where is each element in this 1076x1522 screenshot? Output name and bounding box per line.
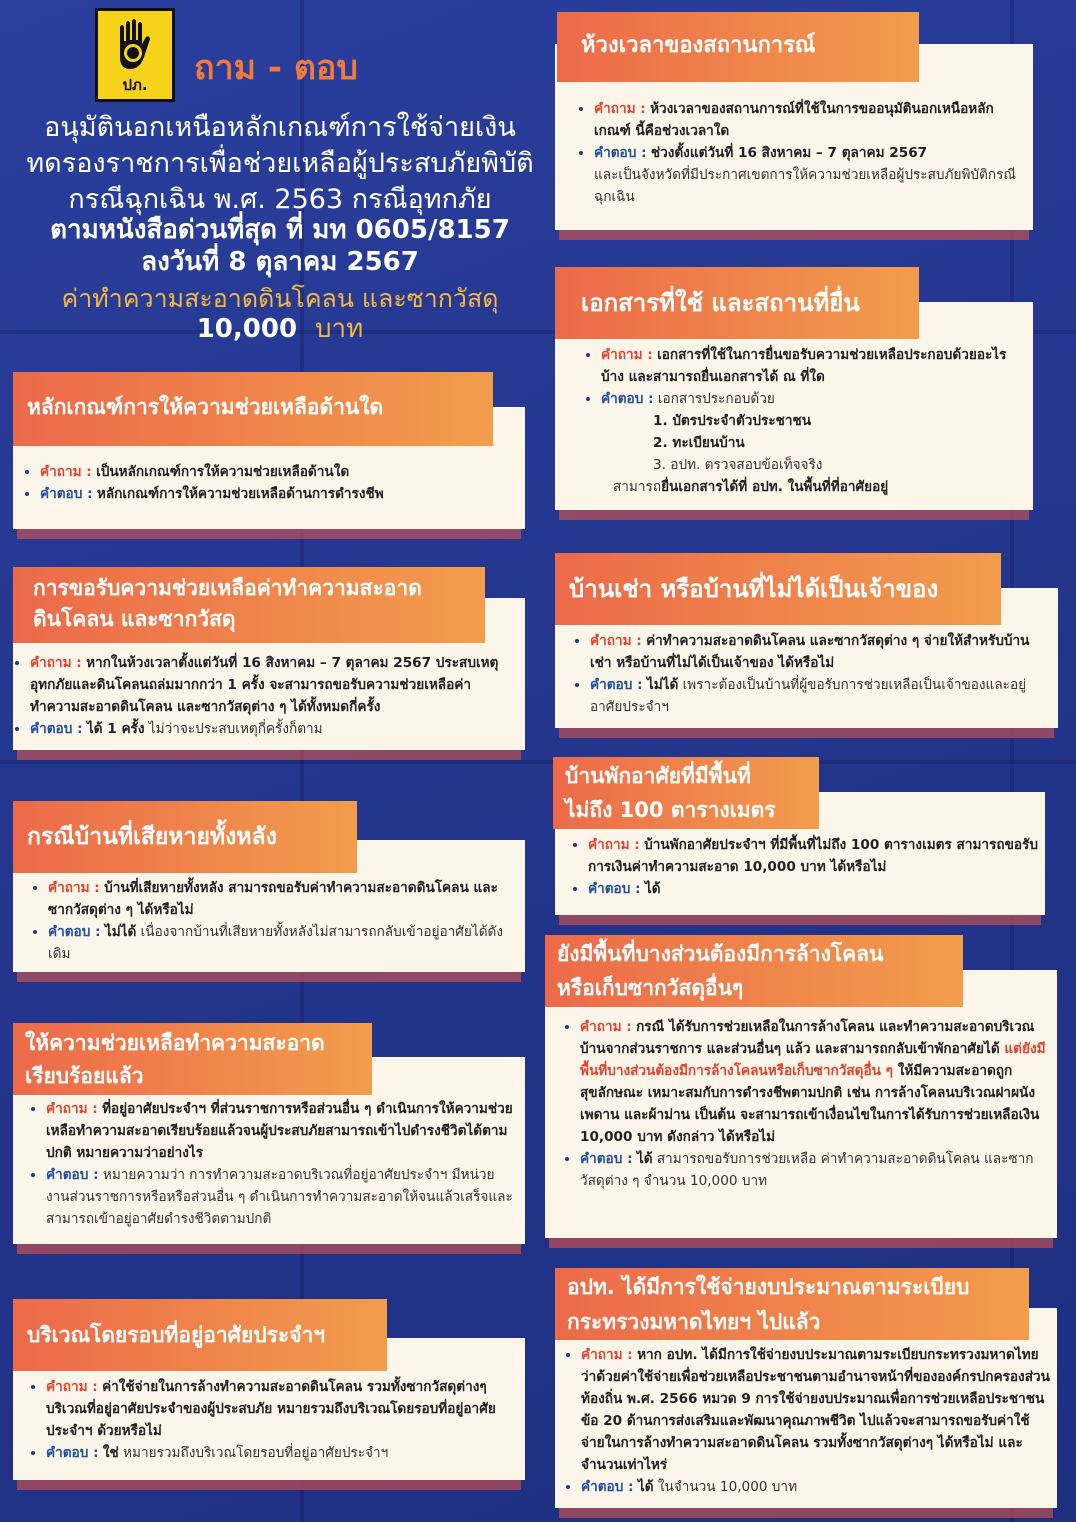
request-question: • คำถาม : หากในห้วงเวลาตั้งแต่วันที่ 16 สิงหาคม – 7 ตุลาคม 2567 ประสบเหตุอุทกภัยและดินโคลนถล่มมากกว่า 1 ครั้ง จะสามารถขอรับความช่วยเหลือค่าทำความสะอาดดินโคลน และซากวัสดุต่าง ๆ ได้ทั้งหมดกี่ครั้ง	[30, 652, 520, 718]
budget-answer: • คำตอบ : ได้ ในจำนวน 10,000 บาท	[581, 1476, 1053, 1498]
criteria-title: หลักเกณฑ์การให้ความช่วยเหลือด้านใด	[27, 395, 384, 419]
remaining-qa	[562, 1016, 1052, 1192]
hand-shield-icon	[110, 17, 160, 77]
criteria-answer: • คำตอบ : หลักเกณฑ์การให้ความช่วยเหลือด้านการดำรงชีพ	[40, 483, 517, 505]
period-banner	[557, 12, 919, 82]
small-banner	[553, 757, 819, 829]
documents-list	[583, 410, 1025, 476]
cleaned-title-line: เรียบร้อยแล้ว	[25, 1064, 144, 1088]
amount-unit: บาท	[315, 314, 364, 344]
budget-title-line: กระทรวงมหาดไทยฯ ไปแล้ว	[567, 1310, 821, 1334]
remaining-title-line: หรือเก็บซากวัสดุอื่นๆ	[557, 976, 744, 1000]
documents-banner	[555, 267, 919, 339]
small-title-line: ไม่ถึง 100 ตารางเมตร	[565, 798, 776, 822]
surrounding-banner	[13, 1299, 387, 1371]
surrounding-answer: • คำตอบ : ใช่ หมายรวมถึงบริเวณโดยรอบที่อยู่อาศัยประจำฯ	[46, 1442, 518, 1464]
small-qa	[570, 834, 1040, 900]
documents-title: เอกสารที่ใช้ และสถานที่ยื่น	[581, 289, 860, 317]
budget-question: • คำถาม : หาก อปท. ได้มีการใช้จ่ายงบประมาณตามระเบียบกระทรวงมหาดไทยว่าด้วยค่าใช้จ่ายเพื่อช่วยเหลือประชาชนตามอำนาจหน้าที่ขององค์กรปกครองส่วนท้องถิ่น พ.ศ. 2566 หมวด 9 การใช้จ่ายงบประมาณเพื่อการช่วยเหลือประชาชน ข้อ 20 ด้านการส่งเสริมและพัฒนาคุณภาพชีวิต ไปแล้วจะสามารถขอรับค่าใช้จ่ายในการล้างทำความสะอาดดินโคลน รวมทั้งซากวัสดุต่างๆ ได้หรือไม่ และจำนวนเท่าไหร่	[581, 1344, 1053, 1476]
request-title-line: การขอรับความช่วยเหลือค่าทำความสะอาด	[33, 576, 422, 600]
destroyed-answer: • คำตอบ : ไม่ได้ เนื่องจากบ้านที่เสียหายทั้งหลังไม่สามารถกลับเข้าอยู่อาศัยได้ดังเดิม	[48, 921, 518, 965]
budget-qa	[563, 1344, 1053, 1498]
header-main-title: อนุมัตินอกเหนือหลักเกณฑ์การใช้จ่ายเงิน ทดรองราชการเพื่อช่วยเหลือผู้ประสบภัยพิบัติ กรณีฉุกเฉิน พ.ศ. 2563 กรณีอุทกภัย	[26, 112, 534, 215]
background-line	[0, 760, 1076, 764]
rented-question: • คำถาม : ค่าทำความสะอาดดินโคลน และซากวัสดุต่าง ๆ จ่ายให้สำหรับบ้านเช่า หรือบ้านที่ไม่ได้เป็นเจ้าของ ได้หรือไม่	[590, 630, 1050, 674]
rented-title: บ้านเช่า หรือบ้านที่ไม่ได้เป็นเจ้าของ	[569, 575, 939, 603]
documents-answer: • คำตอบ : เอกสารประกอบด้วย	[601, 388, 1025, 410]
remaining-banner	[545, 935, 963, 1007]
criteria-question: • คำถาม : เป็นหลักเกณฑ์การให้ความช่วยเหลือด้านใด	[40, 461, 517, 483]
amount-value: 10,000	[196, 314, 298, 344]
period-title: ห้วงเวลาของสถานการณ์	[581, 33, 816, 58]
destroyed-title: กรณีบ้านที่เสียหายทั้งหลัง	[27, 824, 277, 850]
cleaned-question: • คำถาม : ที่อยู่อาศัยประจำฯ ที่ส่วนราชการหรือส่วนอื่น ๆ ดำเนินการให้ความช่วยเหลือทำความสะอาดเรียบร้อยแล้วจนผู้ประสบภัยสามารถเข้าไปดำรงชีวิตได้ตามปกติ หมายความว่าอย่างไร	[46, 1098, 518, 1164]
request-banner	[13, 567, 485, 643]
documents-qa	[583, 344, 1025, 498]
rented-answer: • คำตอบ : ไม่ได้ เพราะต้องเป็นบ้านที่ผู้ขอรับการช่วยเหลือเป็นเจ้าของและอยู่อาศัยประจำฯ	[590, 674, 1050, 718]
logo-abbreviation: ปภ.	[122, 76, 148, 94]
surrounding-question: • คำถาม : ค่าใช้จ่ายในการล้างทำความสะอาดดินโคลน รวมทั้งซากวัสดุต่างๆ บริเวณที่อยู่อาศัยประจำของผู้ประสบภัย หมายรวมถึงบริเวณโดยรอบที่อยู่อาศัยประจำฯ ด้วยหรือไม่	[46, 1376, 518, 1442]
documents-where: สามารถยื่นเอกสารได้ที่ อปท. ในพื้นที่ที่อาศัยอยู่	[613, 479, 889, 495]
documents-question: • คำถาม : เอกสารที่ใช้ในการยื่นขอรับความช่วยเหลือประกอบด้วยอะไรบ้าง และสามารถยื่นเอกสารได้ ณ ที่ใด	[601, 344, 1025, 388]
request-answer: • คำตอบ : ได้ 1 ครั้ง ไม่ว่าจะประสบเหตุกี่ครั้งก็ตาม	[30, 718, 520, 740]
surrounding-title: บริเวณโดยรอบที่อยู่อาศัยประจำฯ	[27, 1323, 326, 1347]
request-qa	[12, 652, 520, 740]
document-item: 2. ทะเบียนบ้าน	[653, 435, 745, 451]
destroyed-qa	[30, 877, 518, 965]
cleaned-banner	[13, 1023, 372, 1095]
surrounding-qa	[28, 1376, 518, 1464]
period-qa	[576, 98, 1021, 208]
cleaned-qa	[28, 1098, 518, 1230]
header-reference: ตามหนังสือด่วนที่สุด ที่ มท 0605/8157 ลงวันที่ 8 ตุลาคม 2567	[50, 215, 510, 277]
remaining-question: • คำถาม : กรณี ได้รับการช่วยเหลือในการล้างโคลน และทำความสะอาดบริเวณบ้านจากส่วนราชการ และส่วนอื่นๆ แล้ว และสามารถกลับเข้าพักอาศัยได้ แต่ยังมีพื้นที่บางส่วนต้องมีการล้างโคลนหรือเก็บซากวัสดุอื่น ๆ ให้มีความสะอาดถูกสุขลักษณะ เหมาะสมกับการดำรงชีพตามปกติ เช่น การล้างโคลนบริเวณฝาผนัง เพดาน และผ้าม่าน เป็นต้น จะสามารถเข้าเงื่อนไขในการได้รับการช่วยเหลือเงิน 10,000 บาท ดังกล่าว ได้หรือไม่	[580, 1016, 1052, 1148]
document-item: 3. อปท. ตรวจสอบข้อเท็จจริง	[653, 457, 823, 473]
small-answer: • คำตอบ : ได้	[588, 878, 1040, 900]
rented-qa	[572, 630, 1050, 718]
cleaned-answer: • คำตอบ : หมายความว่า การทำความสะอาดบริเวณที่อยู่อาศัยประจำฯ มีหน่วยงานส่วนราชการหรือหรือส่วนอื่น ๆ ดำเนินการทำความสะอาดให้จนแล้วเสร็จและสามารถเข้าอยู่อาศัยดำรงชีวิตตามปกติ	[46, 1164, 518, 1230]
header-amount	[10, 314, 550, 344]
period-answer: • คำตอบ : ช่วงตั้งแต่วันที่ 16 สิงหาคม – 7 ตุลาคม 2567 และเป็นจังหวัดที่มีประกาศเขตการให้ความช่วยเหลือผู้ประสบภัยพิบัติกรณีฉุกเฉิน	[594, 142, 1021, 208]
cleaned-title-line: ให้ความช่วยเหลือทำความสะอาด	[25, 1031, 325, 1055]
period-question: • คำถาม : ห้วงเวลาของสถานการณ์ที่ใช้ในการขออนุมัตินอกเหนือหลักเกณฑ์ นี้คือช่วงเวลาใด	[594, 98, 1021, 142]
remaining-answer: • คำตอบ : ได้ สามารถขอรับการช่วยเหลือ ค่าทำความสะอาดดินโคลน และซากวัสดุต่าง ๆ จำนวน 10,000 บาท	[580, 1148, 1052, 1192]
criteria-qa	[22, 461, 517, 505]
small-question: • คำถาม : บ้านพักอาศัยประจำฯ ที่มีพื้นที่ไม่ถึง 100 ตารางเมตร สามารถขอรับการเงินค่าทำความสะอาด 10,000 บาท ได้หรือไม่	[588, 834, 1040, 878]
header-topic: ค่าทำความสะอาดดินโคลน และซากวัสดุ	[61, 284, 499, 313]
destroyed-banner	[13, 801, 357, 873]
budget-title-line: อปท. ได้มีการใช้จ่ายงบประมาณตามระเบียบ	[567, 1275, 970, 1299]
document-item: 1. บัตรประจำตัวประชาชน	[653, 413, 812, 429]
remaining-title-line: ยังมีพื้นที่บางส่วนต้องมีการล้างโคลน	[557, 942, 884, 966]
budget-banner	[555, 1268, 1029, 1340]
destroyed-question: • คำถาม : บ้านที่เสียหายทั้งหลัง สามารถขอรับค่าทำความสะอาดดินโคลน และซากวัสดุต่าง ๆ ได้หรือไม่	[48, 877, 518, 921]
qa-title: ถาม - ตอบ	[194, 48, 358, 88]
department-logo	[95, 8, 175, 102]
rented-banner	[555, 553, 1001, 625]
small-title-line: บ้านพักอาศัยที่มีพื้นที่	[565, 764, 751, 788]
request-title-line: ดินโคลน และซากวัสดุ	[33, 607, 236, 631]
criteria-banner	[13, 372, 493, 446]
